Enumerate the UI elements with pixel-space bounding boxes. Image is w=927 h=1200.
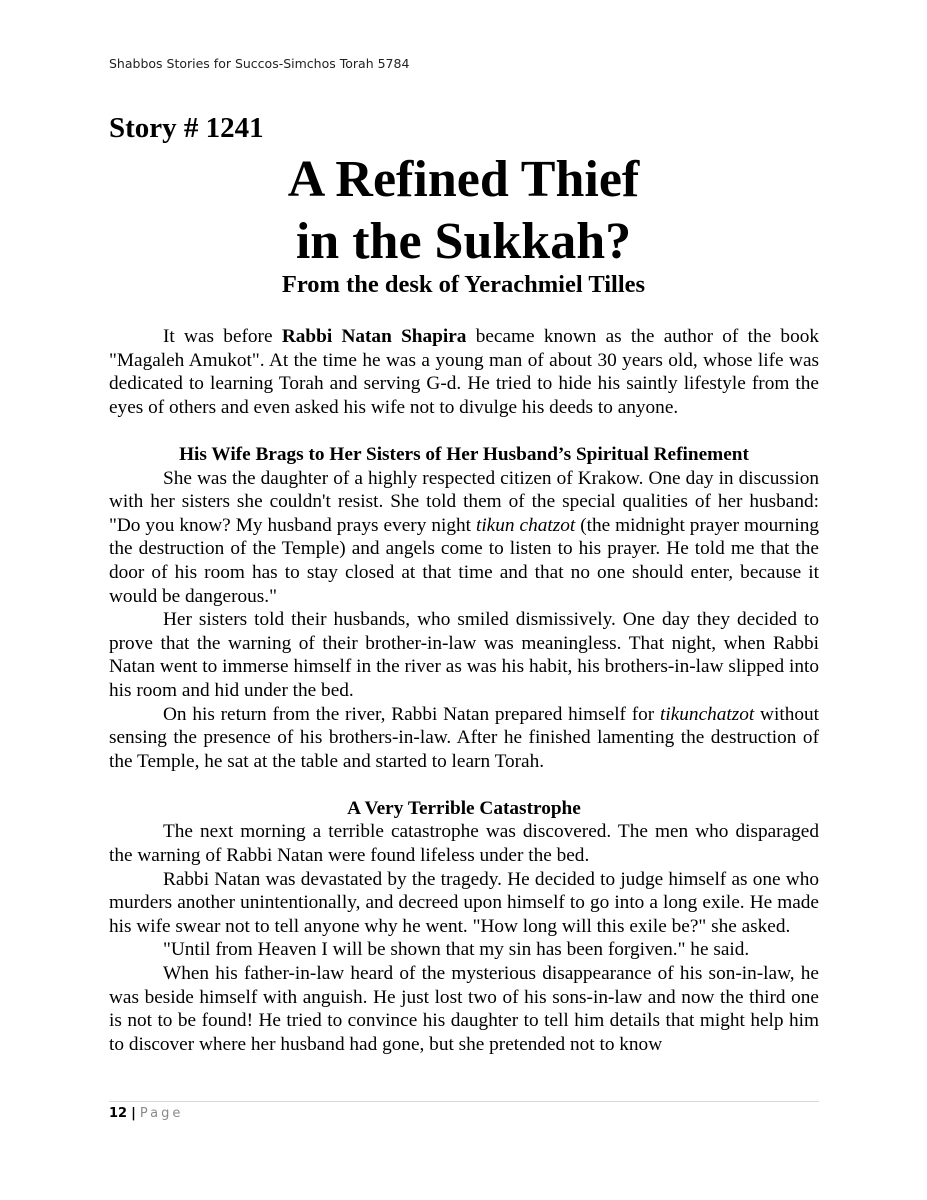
running-header: Shabbos Stories for Succos-Simchos Torah 5784 [109,56,410,71]
story-title-line-1: A Refined Thief [287,151,640,208]
story-body [109,325,819,1056]
footer-divider [109,1101,819,1102]
paragraph-5: The next morning a terrible catastrophe was discovered. The men who disparaged the warning of Rabbi Natan were found lifeless under the bed. [109,821,819,867]
story-title-line-2: in the Sukkah? [295,213,632,270]
paragraph-text: became known as the author of the book "Magaleh Amukot". At the time he was a young man of about 30 years old, whose life was dedicated to learning Torah and serving G-d. He tried to hide his saintly lifestyle from the eyes of others and even asked his wife not to divulge his deeds to anyone. [109,326,819,418]
italic-term: tikun chatzot [475,514,576,536]
italic-term: tikunchatzot [660,703,755,725]
page-label: Page [139,1106,184,1121]
byline: From the desk of Yerachmiel Tilles [281,271,646,298]
paragraph-text: It was before [163,326,282,347]
paragraph-7: "Until from Heaven I will be shown that my sin has been forgiven." he said. [163,939,750,961]
paragraph-text: She was the daughter of a highly respected citizen of Krakow. One day in discussion with her sisters she couldn't resist. She told them of the special qualities of her husband: "Do you know? My husband prays every night [109,467,819,536]
page-footer [109,1106,183,1121]
paragraph-text: (the midnight prayer mourning the destruction of the Temple) and angels come to listen to his prayer. He told me that the door of his room has to stay closed at that time and that no one should enter, because it would be dangerous." [109,514,820,607]
paragraph-3: Her sisters told their husbands, who smiled dismissively. One day they decided to prove that the warning of their brother-in-law was meaningless. That night, when Rabbi Natan went to immerse himself in the river as was his habit, his brothers-in-law slipped into his room and hid under the bed. [109,609,819,701]
paragraph-1 [109,325,819,419]
paragraph-2 [109,467,819,609]
paragraph-text: On his return from the river, Rabbi Natan prepared himself for [163,703,661,725]
rabbi-name: Rabbi Natan Shapira [281,326,467,347]
section-heading-catastrophe: A Very Terrible Catastrophe [347,797,581,819]
paragraph-4 [109,703,819,774]
story-title [0,149,927,273]
footer-separator: | [131,1106,136,1121]
paragraph-8: When his father-in-law heard of the mysterious disappearance of his son-in-law, he was beside himself with anguish. He just lost two of his sons-in-law and now the third one is not to be found! He tried to convince his daughter to tell him details that might help him to discover where her husband had gone, but she pretended not to know [109,963,819,1055]
page-number: 12 [109,1106,128,1121]
story-number: Story # 1241 [109,112,264,144]
section-heading-wife-brags: His Wife Brags to Her Sisters of Her Husband’s Spiritual Refinement [179,443,749,465]
paragraph-text: without sensing the presence of his brothers-in-law. After he finished lamenting the destruction of the Temple, he sat at the table and started to learn Torah. [109,703,819,772]
paragraph-6: Rabbi Natan was devastated by the tragedy. He decided to judge himself as one who murders another unintentionally, and decreed upon himself to go into a long exile. He made his wife swear not to tell anyone why he went. "How long will this exile be?" she asked. [109,868,819,937]
